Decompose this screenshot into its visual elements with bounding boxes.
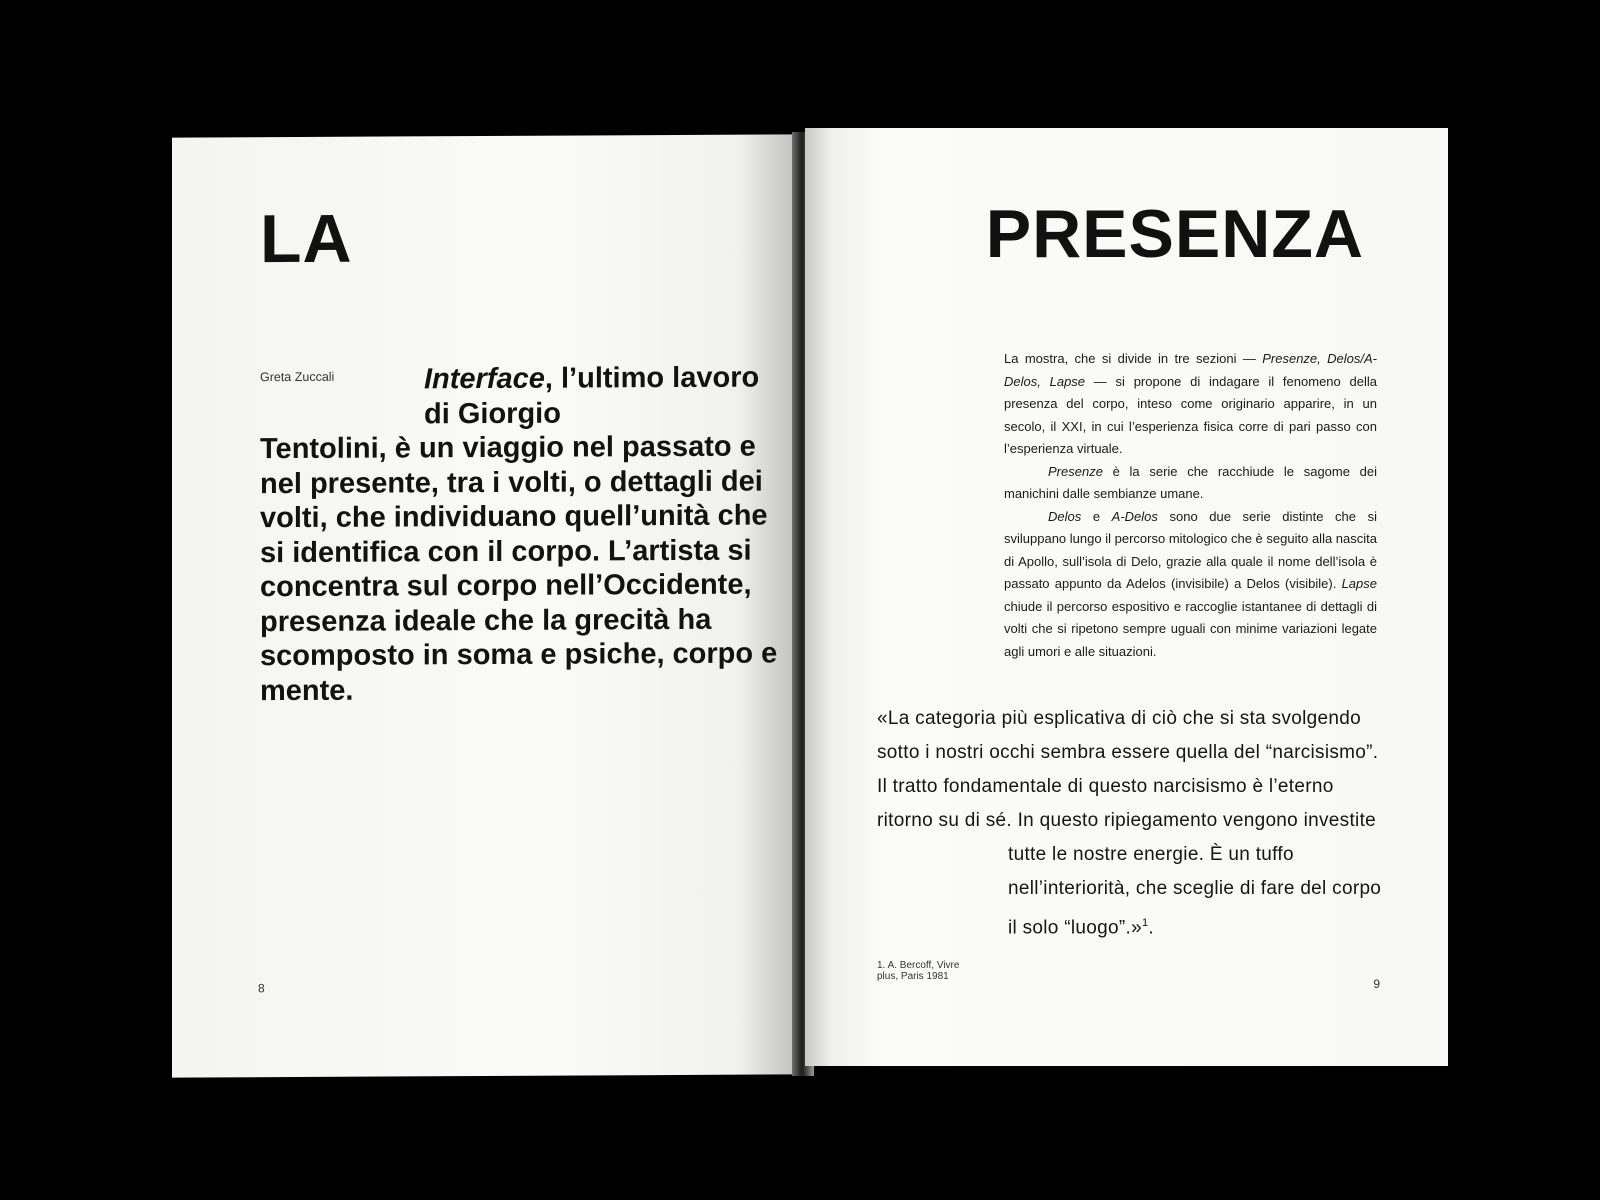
body-p1-sections: Presenze, Delos/A-Delos, Lapse: [1004, 351, 1377, 389]
lead-text: Tentolini, è un viaggio nel passato e nel presente, tra i volti, o dettagli dei volti, che individuano quell’unità che si identifica con il corpo. L’artista si concentra sul corpo nell’Occidente, presenza ideale che la grecità ha scomposto in soma e psiche, corpo e mente.: [260, 430, 778, 707]
quote-text-a: «La categoria più esplicativa di ciò che si sta svolgendo sotto i nostri occhi sembra essere quella del “narcisismo”. Il tratto fondamentale di questo narcisismo è l’eterno ritorno su di sé. In questo ripiegamento vengono investite: [877, 708, 1379, 831]
footnote-marker: 1: [1141, 917, 1149, 929]
lead-first-lines: [260, 360, 780, 432]
body-p3-series-b: A-Delos: [1111, 508, 1158, 524]
lead-first-text: , l’ultimo lavoro di Giorgio: [424, 361, 760, 430]
page-number-right: 9: [1373, 977, 1380, 991]
lead-italic-title: Interface: [424, 362, 545, 396]
body-p2-series: Presenze: [1048, 463, 1103, 479]
body-p1-text-a: La mostra, che si divide in tre sezioni —: [1004, 351, 1263, 366]
right-page-title: PRESENZA: [985, 196, 1364, 272]
body-p3-series-a: Delos: [1048, 508, 1082, 524]
quote-text-b: tutte le nostre energie. È un tuffo nell’interiorità, che sceglie di fare del corpo il solo “luogo”.»: [1008, 844, 1382, 939]
lead-paragraph: [260, 360, 780, 708]
page-number-left: 8: [258, 981, 265, 996]
body-p3-text-end: chiude il percorso espositivo e raccoglie istantanee di dettagli di volti che si ripetono sempre uguali con minime variazioni legate agli umori e alle situazioni.: [1004, 598, 1377, 659]
body-paragraph-2: [1004, 461, 1377, 506]
quote-block: [877, 702, 1387, 945]
body-p3-and: e: [1081, 508, 1112, 524]
body-p3-text: sono due serie distinte che si sviluppano lungo il percorso mitologico che è seguito alla nascita di Apollo, sull’isola di Delo, grazie alla quale il nome dell’isola è passato appunto da Adelos (invisibile) a Delos (visibile).: [1004, 508, 1377, 591]
quote-text-b-line: [877, 838, 1387, 945]
quote-end: .: [1148, 917, 1154, 939]
left-page-title: LA: [260, 200, 353, 278]
footnote: 1. A. Bercoff, Vivre plus, Paris 1981: [877, 960, 960, 982]
body-paragraph-3: [1004, 506, 1377, 664]
body-p3-series-c: Lapse: [1341, 576, 1377, 591]
body-paragraph-1: [1004, 348, 1377, 461]
right-page: [805, 128, 1448, 1066]
author-name: Greta Zuccali: [260, 369, 335, 385]
body-p2-text: è la serie che racchiude le sagome dei manichini dalle sembianze umane.: [1004, 463, 1377, 501]
left-page: [172, 134, 800, 1077]
body-text: [1004, 348, 1377, 663]
body-p1-text-c: — si propone di indagare il fenomeno della presenza del corpo, inteso come originario apparire, in un secolo, il XXI, in cui l’esperienza fisica corre di pari passo con l’esperienza virtuale.: [1004, 373, 1377, 456]
